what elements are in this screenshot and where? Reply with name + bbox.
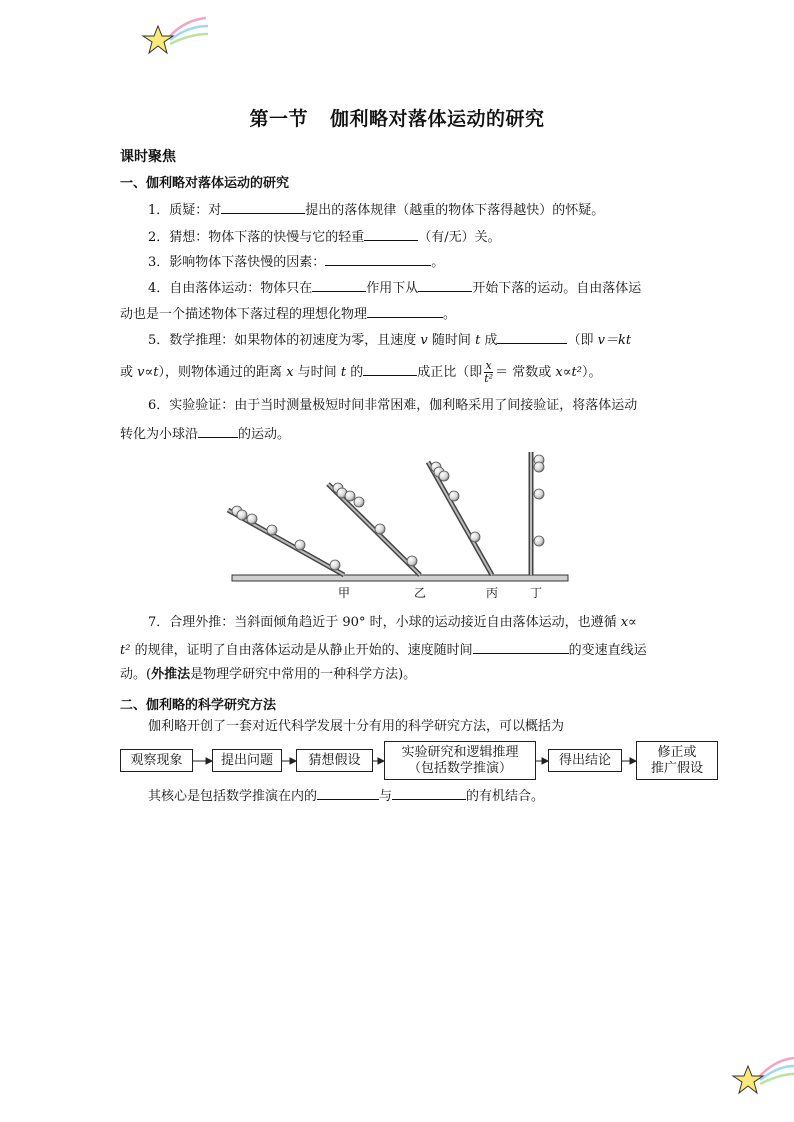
flow-hypothesis: 猜想假设 [296, 749, 373, 772]
star-decoration-bottom-icon [730, 1054, 794, 1104]
label-bing: 丙 [486, 586, 499, 600]
blank[interactable] [198, 425, 238, 438]
item5-line2: 或 v∝t），则物体通过的距离 x 与时间 t 的 成正比（即 $\frac{x}{\text{t²}}$ ＝ 常数或 x∝t²）。 [120, 359, 602, 385]
item6-line1: 6．实验验证：由于当时测量极短时间非常困难，伽利略采用了间接验证，将落体运动 [148, 398, 638, 413]
inclined-plane-figure [220, 448, 580, 603]
item2: 2．猜想：物体下落的快慢与它的轻重 （有/无）关。 [148, 230, 501, 245]
item4-line2: 动也是一个描述物体下落过程的理想化物理 。 [120, 307, 457, 322]
item1: 1．质疑：对 提出的落体规律（越重的物体下落得越快）的怀疑。 [148, 203, 605, 218]
blank[interactable] [221, 201, 305, 214]
blank[interactable] [325, 253, 431, 266]
star-decoration-top-icon [140, 14, 210, 64]
item4-line1: 4．自由落体运动：物体只在 作用下从 开始下落的运动。自由落体运 [148, 281, 642, 296]
blank[interactable] [363, 363, 417, 376]
section1-heading: 一、伽利略对落体运动的研究 [120, 176, 290, 191]
section2-intro: 伽利略开创了一套对近代科学发展十分有用的科学研究方法，可以概括为 [148, 719, 565, 734]
fraction-x-over-t2: $\frac{x}{\text{t²}}$ [484, 359, 494, 385]
plane-jia [228, 506, 344, 575]
ground [232, 575, 568, 581]
section2-heading: 二、伽利略的科学研究方法 [120, 698, 277, 713]
focus-heading: 课时聚焦 [120, 149, 176, 165]
core-line: 其核心是包括数学推演在内的 与 的有机结合。 [148, 789, 545, 804]
item7-line1: 7．合理外推：当斜面倾角趋近于 90° 时，小球的运动接近自由落体运动，也遵循 x∝ [148, 615, 637, 630]
blank[interactable] [367, 305, 443, 318]
label-yi: 乙 [414, 586, 427, 600]
flow-conclusion: 得出结论 [548, 749, 622, 772]
item6-line2: 转化为小球沿 的运动。 [120, 427, 291, 442]
item3: 3．影响物体下落快慢的因素： 。 [148, 255, 445, 270]
flow-revise: 修正或 推广假设 [636, 741, 718, 780]
label-jia: 甲 [338, 586, 351, 600]
plane-ding [531, 452, 544, 575]
label-ding: 丁 [530, 586, 543, 600]
blank[interactable] [418, 279, 472, 292]
flow-question: 提出问题 [212, 749, 282, 772]
blank[interactable] [312, 279, 366, 292]
blank[interactable] [392, 787, 466, 800]
flow-observe: 观察现象 [120, 749, 193, 772]
page-title: 第一节 伽利略对落体运动的研究 [249, 108, 545, 130]
item5-line1: 5．数学推理：如果物体的初速度为零，且速度 v 随时间 t 成 （即 v＝kt [148, 333, 632, 348]
plane-yi [328, 483, 420, 575]
flow-experiment: 实验研究和逻辑推理 （包括数学推演） [384, 741, 536, 780]
blank[interactable] [317, 787, 379, 800]
blank[interactable] [473, 641, 569, 654]
plane-bing [428, 462, 492, 575]
item7-line2: t² 的规律，证明了自由落体运动是从静止开始的、速度随时间 的变速直线运 [120, 643, 647, 658]
blank[interactable] [364, 228, 418, 241]
item7-line3: 动。(外推法是物理学研究中常用的一种科学方法)。 [120, 667, 417, 682]
blank[interactable] [497, 331, 567, 344]
